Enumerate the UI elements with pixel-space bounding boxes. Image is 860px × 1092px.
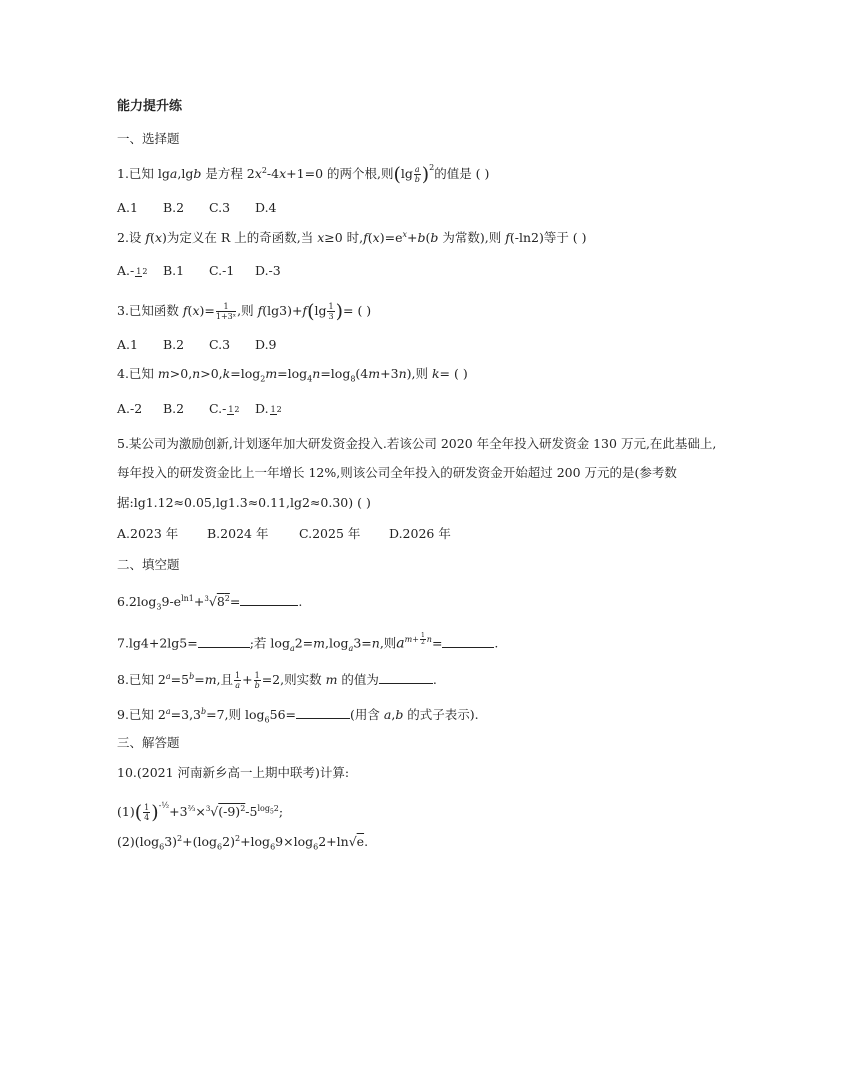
question-5-line-2: 每年投入的研发资金比上一年增长 12%,则该公司全年投入的研发资金开始超过 200 万元的是(参考数 bbox=[117, 465, 677, 480]
question-2-options: A.- 12 B.1 C.-1 D.-3 bbox=[117, 263, 281, 278]
page-title: 能力提升练 bbox=[117, 99, 183, 114]
question-5-line-1: 5.某公司为激励创新,计划逐年加大研发资金投入.若该公司 2020 年全年投入研发资金 130 万元,在此基础上, bbox=[117, 436, 717, 451]
question-5-line-3: 据:lg1.12≈0.05,lg1.3≈0.11,lg2≈0.30) ( ) bbox=[117, 495, 371, 510]
answer-blank[interactable] bbox=[198, 635, 250, 648]
question-6: $6.2\log_39-e^{ln1}+^3√8^2=$ . bbox=[117, 593, 303, 612]
question-1: 1.已知 lga,lgb 是方程 $2x^2-4x+1=0$ 的两个根,则(lg $\frac{a}{b}$ )$^2$的值是 ( ) bbox=[117, 163, 490, 186]
section-heading-choice: 一、选择题 bbox=[117, 131, 180, 146]
question-3-options: A.1 B.2 C.3 D.9 bbox=[117, 337, 277, 352]
answer-blank[interactable] bbox=[296, 706, 350, 719]
answer-blank[interactable] bbox=[442, 635, 494, 648]
question-10-heading: 10.(2021 河南新乡高一上期中联考)计算: bbox=[117, 765, 350, 780]
section-heading-fill: 二、填空题 bbox=[117, 557, 180, 572]
question-7: 7.lg4+2lg5= ;若 $\log_a2=m,\log_a3=n$,则$a^{m+ \frac{1}{2} n}=$ . bbox=[117, 632, 499, 653]
section-heading-solve: 三、解答题 bbox=[117, 735, 180, 750]
answer-blank[interactable] bbox=[240, 593, 298, 606]
question-3: 3.已知函数 f(x)= $\frac{1}{\text{1+3ˣ}}$ ,则 f(lg3)+f(lg $\frac{1}{3}$ )= ( ) bbox=[117, 300, 372, 323]
question-5-options: A.2023 年 B.2024 年 C.2025 年 D.2026 年 bbox=[117, 526, 451, 541]
question-1-options: A.1 B.2 C.3 D.4 bbox=[117, 200, 277, 215]
question-9: 9.已知 $2^a=3,3^b=7$,则 $\log_656=$ (用含 a,b 的式子表示). bbox=[117, 706, 479, 725]
question-2: 2.设 f(x)为定义在 R 上的奇函数,当 x≥0 时$,f(x)=e^x+b(b$ 为常数),则 f(-ln2)等于 ( ) bbox=[117, 229, 587, 245]
question-8: 8.已知 $2^a=5^b=m$,且 $\frac{1}{a}$ + $\frac{1}{b}$ =2,则实数 m 的值为 . bbox=[117, 671, 437, 690]
question-4-options: A.-2 B.2 C.- 12 D. 12 bbox=[117, 401, 282, 416]
question-10-part-2: $(2)(\log_63)^2+(\log_62)^2+\log_69\times\log_62+\ln√e$. bbox=[117, 833, 369, 852]
answer-blank[interactable] bbox=[379, 671, 433, 684]
question-4: 4.已知 $m>0,n>0,k=\log_2m=\log_4n=\log_8(4m+3n)$,则 k= ( ) bbox=[117, 366, 468, 384]
question-10-part-1: (1)( $\frac{1}{4}$ )$^{-\frac{1}{2}}+3^{\frac{2}{3}}\times^3√(-9)^2-5^{log_52}$; bbox=[117, 801, 284, 824]
